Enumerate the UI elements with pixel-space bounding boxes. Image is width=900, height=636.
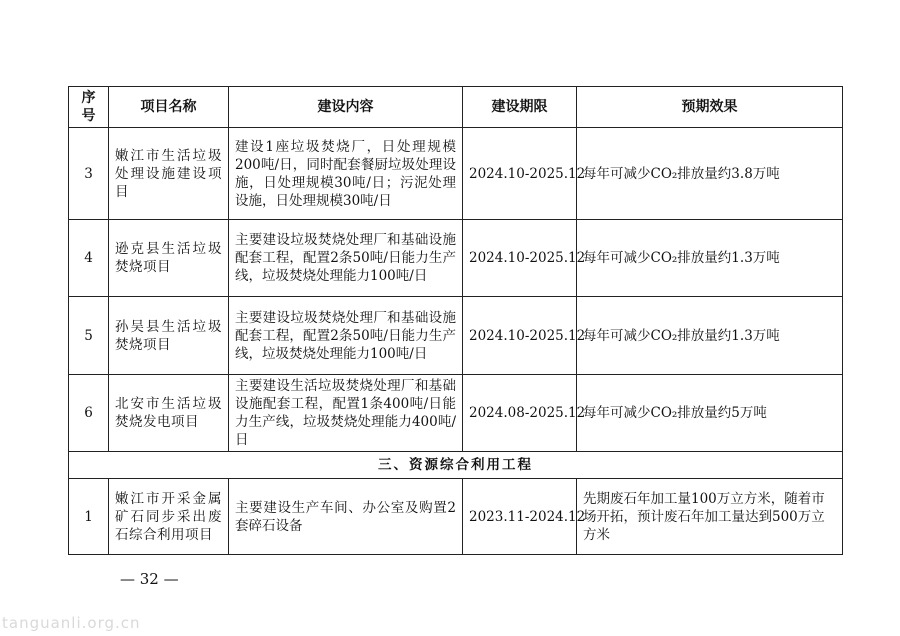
header-index: 序号: [69, 87, 109, 128]
row-index: 3: [69, 128, 109, 220]
row-period: 2024.10-2025.12: [463, 128, 577, 220]
table-row: [69, 128, 843, 220]
row-period: 2024.10-2025.12: [463, 220, 577, 297]
row-content: 主要建设垃圾焚烧处理厂和基础设施配套工程，配置2条50吨/日能力生产线，垃圾焚烧处理能力100吨/日: [229, 297, 463, 375]
section-title: 三、资源综合利用工程: [69, 452, 843, 479]
row-content: 建设1座垃圾焚烧厂，日处理规模200吨/日，同时配套餐厨垃圾处理设施，日处理规模30吨/日；污泥处理设施，日处理规模30吨/日: [229, 128, 463, 220]
row-content: 主要建设生活垃圾焚烧处理厂和基础设施配套工程，配置1条400吨/日能力生产线，垃圾焚烧处理能力400吨/日: [229, 375, 463, 452]
header-period: 建设期限: [463, 87, 577, 128]
header-effect: 预期效果: [577, 87, 843, 128]
row-period: 2024.10-2025.12: [463, 297, 577, 375]
row-effect: 每年可减少CO₂排放量约1.3万吨: [577, 220, 843, 297]
table-row: [69, 375, 843, 452]
row-index: 1: [69, 479, 109, 555]
header-project-name: 项目名称: [109, 87, 229, 128]
section-row: [69, 452, 843, 479]
row-effect: 先期废石年加工量100万立方米，随着市场开拓，预计废石年加工量达到500万立方米: [577, 479, 843, 555]
row-project-name: 嫩江市开采金属矿石同步采出废石综合利用项目: [109, 479, 229, 555]
table-row: [69, 479, 843, 555]
row-content: 主要建设垃圾焚烧处理厂和基础设施配套工程，配置2条50吨/日能力生产线，垃圾焚烧处理能力100吨/日: [229, 220, 463, 297]
page-number: — 32 —: [120, 570, 179, 588]
header-content: 建设内容: [229, 87, 463, 128]
row-project-name: 嫩江市生活垃圾处理设施建设项目: [109, 128, 229, 220]
row-project-name: 逊克县生活垃圾焚烧项目: [109, 220, 229, 297]
row-index: 5: [69, 297, 109, 375]
row-content: 主要建设生产车间、办公室及购置2套碎石设备: [229, 479, 463, 555]
row-period: 2023.11-2024.12: [463, 479, 577, 555]
table-header-row: [69, 87, 843, 128]
row-project-name: 孙吴县生活垃圾焚烧项目: [109, 297, 229, 375]
row-effect: 每年可减少CO₂排放量约5万吨: [577, 375, 843, 452]
row-index: 6: [69, 375, 109, 452]
row-effect: 每年可减少CO₂排放量约1.3万吨: [577, 297, 843, 375]
row-project-name: 北安市生活垃圾焚烧发电项目: [109, 375, 229, 452]
watermark-text: tanguanli.org.cn: [2, 614, 141, 632]
row-period: 2024.08-2025.12: [463, 375, 577, 452]
row-effect: 每年可减少CO₂排放量约3.8万吨: [577, 128, 843, 220]
table-row: [69, 297, 843, 375]
project-table: [68, 86, 843, 555]
table-row: [69, 220, 843, 297]
row-index: 4: [69, 220, 109, 297]
